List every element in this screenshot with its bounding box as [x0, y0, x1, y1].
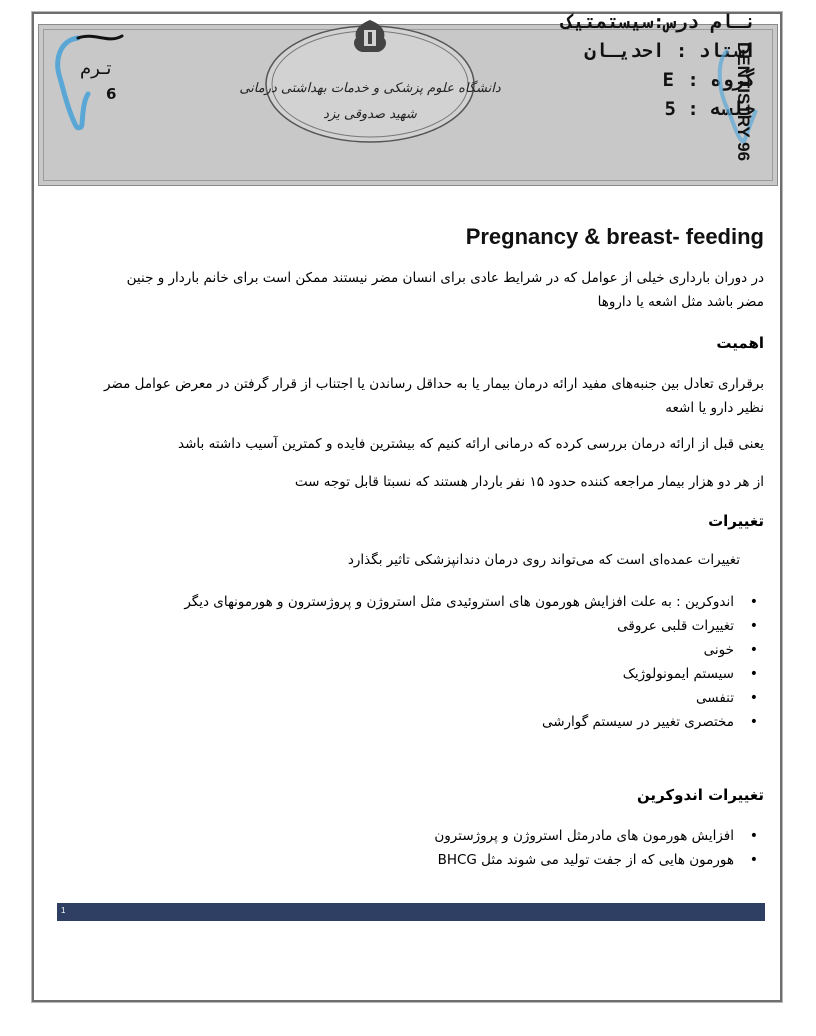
- dentistry-stamp: [708, 30, 768, 162]
- list-item: • افزایش هورمون های مادرمثل استروژن و پروژسترون: [434, 824, 764, 848]
- changes-list: [184, 590, 764, 734]
- list-item: • تغییرات قلبی عروقی: [184, 614, 764, 638]
- importance-heading: اهمیت: [716, 334, 764, 352]
- changes-intro: تغییرات عمده‌ای است که می‌تواند روی درمان دندانپزشکی تاثیر بگذارد: [347, 552, 740, 568]
- term-number: 6: [106, 85, 117, 103]
- logo-text-sub: شهید صدوقی یزد: [323, 107, 417, 122]
- document-title: Pregnancy & breast- feeding: [465, 224, 764, 249]
- importance-paragraph-3: از هر دو هزار بیمار مراجعه کننده حدود ۱۵ نفر باردار هستند که نسبتا قابل توجه ست: [294, 474, 764, 490]
- list-item: • سیستم ایمونولوژیک: [184, 662, 764, 686]
- page-number: 1: [61, 906, 66, 915]
- course-name: نـام درس:سیستمتیک: [561, 11, 756, 33]
- changes-heading: تغییرات: [708, 512, 764, 530]
- intro-paragraph: در دوران بارداری خیلی از عوامل که در شرایط عادی برای انسان مضر نیستند ممکن است برای خانم باردار و جنین مضر باشد مثل اشعه یا داروها: [126, 270, 764, 310]
- list-item: • اندوکرین : به علت افزایش هورمون های استروئیدی مثل استروژن و پروژسترون و هورمونهای دیگر: [184, 590, 764, 614]
- list-item: • هورمون هایی که از جفت تولید می شوند مثل BHCG: [434, 848, 764, 872]
- importance-paragraph-1: برقراری تعادل بین جنبه‌های مفید ارائه درمان بیمار یا به حداقل رساندن یا اجتناب از قرار گرفتن در معرض عوامل مضر نظیر دارو یا اشعه: [103, 376, 764, 416]
- university-logo: [239, 14, 501, 144]
- list-item: • تنفسی: [184, 686, 764, 710]
- endocrine-list: [434, 824, 764, 872]
- group-label: گروه : E: [662, 69, 756, 91]
- dentistry-text: DENTISTRY 96: [734, 42, 753, 162]
- session-label: جلسه : 5: [664, 98, 756, 120]
- list-item: • خونی: [184, 638, 764, 662]
- tooth-icon: [50, 30, 140, 130]
- list-item: • مختصری تغییر در سیستم گوارشی: [184, 710, 764, 734]
- footer-bar: [57, 903, 765, 921]
- importance-paragraph-2: یعنی قبل از ارائه درمان بررسی کرده که درمانی ارائه کنیم که بیشترین فایده و کمترین آسیب داشته باشد: [178, 436, 764, 452]
- logo-text-main: دانشگاه علوم پزشکی و خدمات بهداشتی درمانی: [239, 81, 501, 96]
- instructor-name: استاد : احدیـان: [584, 40, 756, 62]
- endocrine-heading: تغییرات اندوکرین: [636, 786, 764, 804]
- term-label: تـرم: [80, 58, 112, 79]
